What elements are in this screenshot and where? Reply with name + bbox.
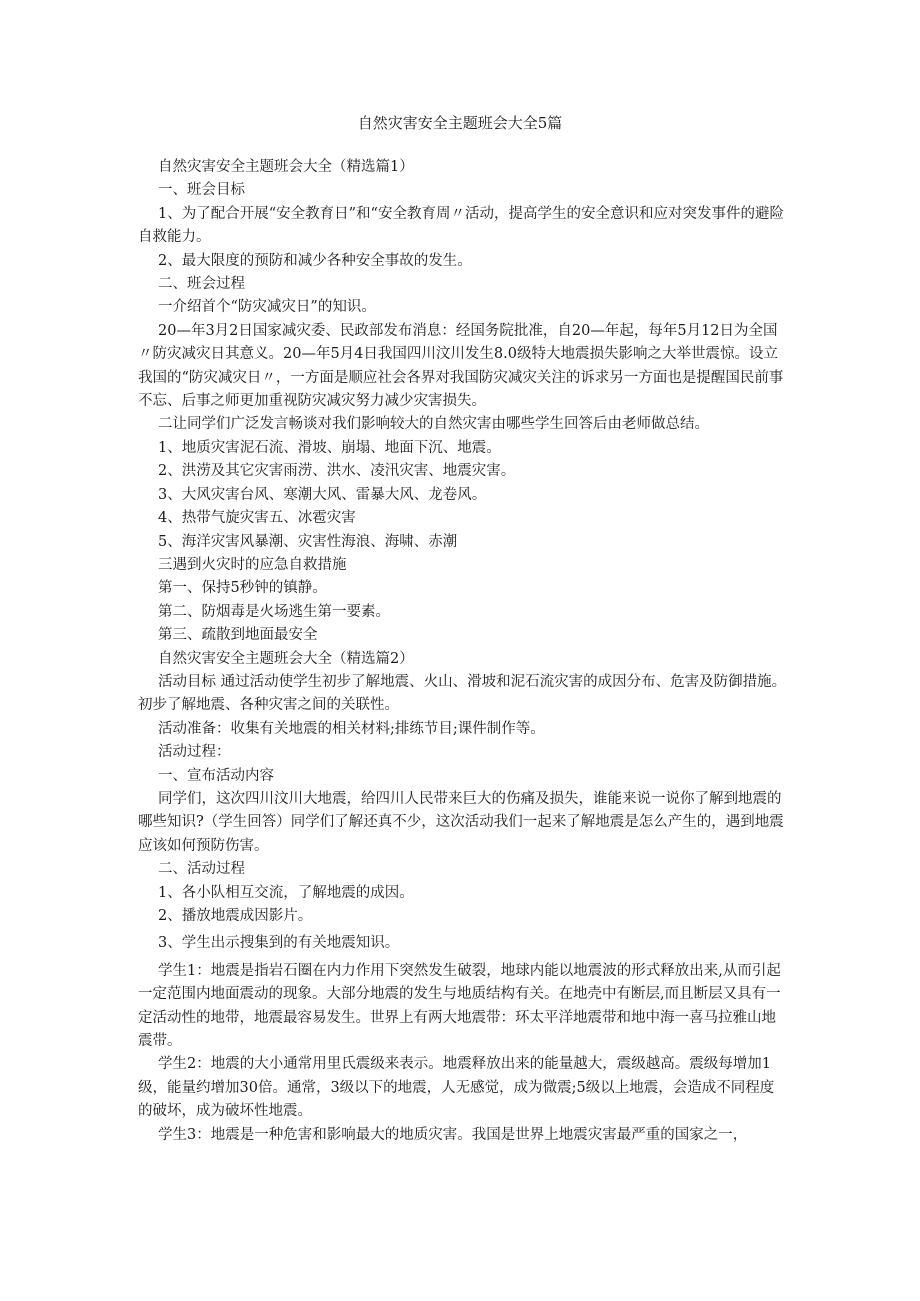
paragraph: 二让同学们广泛发言畅谈对我们影响较大的自然灾害由哪些学生回答后由老师做总结。 xyxy=(158,416,709,433)
paragraph: 20—年3月2日国家减灾委、民政部发布消息：经国务院批准，自20—年起，每年5月12日为全国〃防灾减灾日其意义。20—年5月4日我国四川汶川发生8.0级特大地震损失影响之大举世震惊。设立我国的“防灾减灾日〃，一方面是顺应社会各界对我国防灾减灾关注的诉求另一方面也是提醒国民前事不忘、后事之师更加重视防灾减灾努力减少灾害损失。 xyxy=(138,322,784,410)
list-item: 3、大风灾害台风、寒潮大风、雷暴大风、龙卷风。 xyxy=(158,486,487,503)
paragraph: 一介绍首个“防灾减灾日”的知识。 xyxy=(158,299,376,316)
paragraph: 学生2：地震的大小通常用里氏震级来表示。地震释放出来的能量越大，震级越高。震级每增加1级，能量约增加30倍。通常，3级以下的地震，人无感觉，成为微震;5级以上地震，会造成不同程度的破坏，成为破坏性地震。 xyxy=(138,1056,775,1120)
list-item: 1、各小队相互交流，了解地震的成因。 xyxy=(158,884,414,901)
subheading: 一、班会目标 xyxy=(158,182,245,199)
paragraph: 学生1：地震是指岩石圈在内力作用下突然发生破裂，地球内能以地震波的形式释放出来,从而引起一定范围内地面震动的现象。大部分地震的发生与地质结构有关。在地壳中有断层,而且断层又具有一定活动性的地带，地震最容易发生。世界上有两大地震带：环太平洋地震带和地中海一喜马拉雅山地震带。 xyxy=(138,962,781,1050)
list-item: 第三、疏散到地面最安全 xyxy=(158,627,318,644)
document-body xyxy=(138,156,788,1147)
paragraph: 1、为了配合开展“安全教育日”和“安全教育周〃活动，提高学生的安全意识和应对突发事件的避险自救能力。 xyxy=(138,205,784,246)
list-item: 第二、防烟毒是火场逃生第一要素。 xyxy=(158,603,390,620)
section-heading: 自然灾害安全主题班会大全（精选篇1） xyxy=(158,159,414,175)
document-title: 自然灾害安全主题班会大全5篇 xyxy=(357,114,563,132)
subheading: 一、宣布活动内容 xyxy=(158,767,274,784)
list-item: 1、地质灾害泥石流、滑坡、崩塌、地面下沉、地震。 xyxy=(158,439,501,456)
paragraph: 同学们，这次四川汶川大地震，给四川人民带来巨大的伤痛及损失，谁能来说一说你了解到地震的哪些知识?（学生回答）同学们了解还真不少，这次活动我们一起来了解地震是怎么产生的，遇到地震应该如何预防伤害。 xyxy=(138,790,784,854)
section-heading: 自然灾害安全主题班会大全（精选篇2） xyxy=(158,650,414,667)
paragraph: 三遇到火灾时的应急自救措施 xyxy=(158,556,347,573)
paragraph: 学生3：地震是一种危害和影响最大的地质灾害。我国是世界上地震灾害最严重的国家之一， xyxy=(158,1126,748,1143)
subheading: 二、活动过程 xyxy=(158,861,245,878)
list-item: 5、海洋灾害风暴潮、灾害性海浪、海啸、赤潮 xyxy=(158,533,458,550)
list-item: 4、热带气旋灾害五、冰雹灾害 xyxy=(158,510,356,527)
paragraph: 活动目标 通过活动使学生初步了解地震、火山、滑坡和泥石流灾害的成因分布、危害及防御措施。初步了解地震、各种灾害之间的关联性。 xyxy=(138,673,787,714)
list-item: 第一、保持5秒钟的镇静。 xyxy=(158,580,327,597)
paragraph: 2、最大限度的预防和减少各种安全事故的发生。 xyxy=(158,252,472,269)
subheading: 二、班会过程 xyxy=(158,276,245,293)
list-item: 2、洪涝及其它灾害雨涝、洪水、凌汛灾害、地震灾害。 xyxy=(158,463,516,480)
paragraph: 活动过程： xyxy=(158,744,231,761)
paragraph: 活动准备：收集有关地震的相关材料;排练节目;课件制作等。 xyxy=(158,720,545,737)
list-item: 2、播放地震成因影片。 xyxy=(158,908,313,924)
list-item: 3、学生出示搜集到的有关地震知识。 xyxy=(158,935,400,952)
